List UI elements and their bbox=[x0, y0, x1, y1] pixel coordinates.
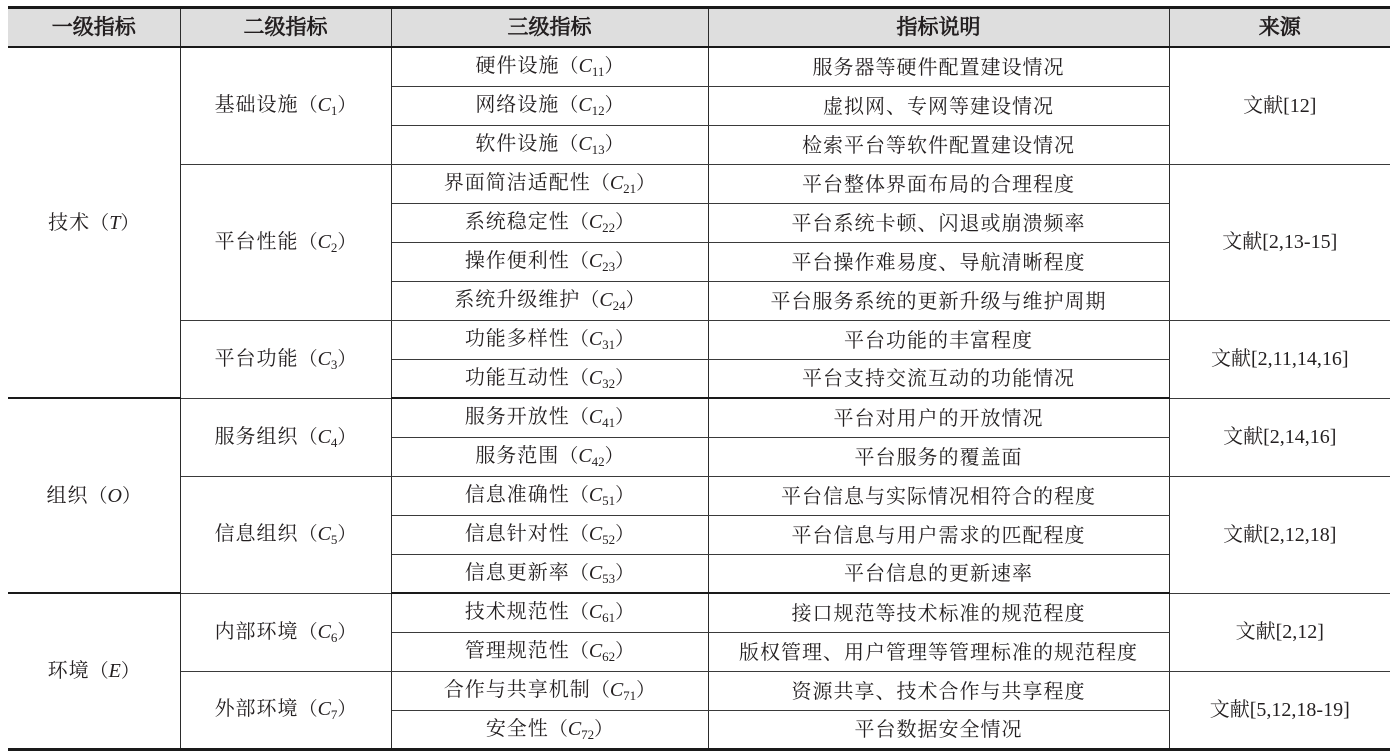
header-desc: 指标说明 bbox=[708, 8, 1169, 48]
level2-cell: 外部环境$(C_7)$ bbox=[180, 671, 391, 749]
desc-cell: 平台服务的覆盖面 bbox=[708, 437, 1169, 476]
desc-cell: 平台操作难易度、导航清晰程度 bbox=[708, 242, 1169, 281]
level2-cell: 平台功能$(C_3)$ bbox=[180, 320, 391, 398]
level3-cell: 管理规范性$(C_{62})$ bbox=[391, 632, 708, 671]
desc-cell: 平台支持交流互动的功能情况 bbox=[708, 359, 1169, 398]
level3-cell: 合作与共享机制$(C_{71})$ bbox=[391, 671, 708, 710]
desc-cell: 平台信息的更新速率 bbox=[708, 554, 1169, 593]
table-row bbox=[8, 476, 1390, 515]
desc-cell: 虚拟网、专网等建设情况 bbox=[708, 86, 1169, 125]
header-level2: 二级指标 bbox=[180, 8, 391, 48]
level3-cell: 操作便利性$(C_{23})$ bbox=[391, 242, 708, 281]
desc-cell: 平台对用户的开放情况 bbox=[708, 398, 1169, 437]
header-level1: 一级指标 bbox=[8, 8, 180, 48]
level3-cell: 服务范围$(C_{42})$ bbox=[391, 437, 708, 476]
desc-cell: 平台信息与实际情况相符合的程度 bbox=[708, 476, 1169, 515]
desc-cell: 平台服务系统的更新升级与维护周期 bbox=[708, 281, 1169, 320]
table-row bbox=[8, 47, 1390, 86]
level3-cell: 信息更新率$(C_{53})$ bbox=[391, 554, 708, 593]
table-row bbox=[8, 398, 1390, 437]
level3-cell: 界面简洁适配性$(C_{21})$ bbox=[391, 164, 708, 203]
header-level3: 三级指标 bbox=[391, 8, 708, 48]
level3-cell: 功能互动性$(C_{32})$ bbox=[391, 359, 708, 398]
level3-cell: 信息针对性$(C_{52})$ bbox=[391, 515, 708, 554]
desc-cell: 平台数据安全情况 bbox=[708, 710, 1169, 749]
level3-cell: 技术规范性$(C_{61})$ bbox=[391, 593, 708, 632]
level2-cell: 服务组织$(C_4)$ bbox=[180, 398, 391, 476]
source-cell: 文献[2,13-15] bbox=[1169, 164, 1390, 320]
level3-cell: 信息准确性$(C_{51})$ bbox=[391, 476, 708, 515]
desc-cell: 资源共享、技术合作与共享程度 bbox=[708, 671, 1169, 710]
desc-cell: 平台功能的丰富程度 bbox=[708, 320, 1169, 359]
table-row bbox=[8, 164, 1390, 203]
desc-cell: 平台系统卡顿、闪退或崩溃频率 bbox=[708, 203, 1169, 242]
level2-cell: 平台性能$(C_2)$ bbox=[180, 164, 391, 320]
level1-cell: 技术（T） bbox=[8, 47, 180, 398]
source-cell: 文献[5,12,18-19] bbox=[1169, 671, 1390, 749]
source-cell: 文献[2,14,16] bbox=[1169, 398, 1390, 476]
header-row bbox=[8, 8, 1390, 48]
source-cell: 文献[2,11,14,16] bbox=[1169, 320, 1390, 398]
level3-cell: 网络设施$(C_{12})$ bbox=[391, 86, 708, 125]
level1-cell: 组织（O） bbox=[8, 398, 180, 593]
source-cell: 文献[12] bbox=[1169, 47, 1390, 164]
level3-cell: 服务开放性$(C_{41})$ bbox=[391, 398, 708, 437]
desc-cell: 平台信息与用户需求的匹配程度 bbox=[708, 515, 1169, 554]
desc-cell: 服务器等硬件配置建设情况 bbox=[708, 47, 1169, 86]
table-row bbox=[8, 671, 1390, 710]
table-row bbox=[8, 593, 1390, 632]
level3-cell: 功能多样性$(C_{31})$ bbox=[391, 320, 708, 359]
level1-cell: 环境（E） bbox=[8, 593, 180, 749]
level3-cell: 系统升级维护$(C_{24})$ bbox=[391, 281, 708, 320]
desc-cell: 接口规范等技术标准的规范程度 bbox=[708, 593, 1169, 632]
indicator-table bbox=[8, 6, 1390, 751]
desc-cell: 版权管理、用户管理等管理标准的规范程度 bbox=[708, 632, 1169, 671]
level2-cell: 内部环境$(C_6)$ bbox=[180, 593, 391, 671]
desc-cell: 检索平台等软件配置建设情况 bbox=[708, 125, 1169, 164]
source-cell: 文献[2,12,18] bbox=[1169, 476, 1390, 593]
level3-cell: 软件设施$(C_{13})$ bbox=[391, 125, 708, 164]
level2-cell: 信息组织$(C_5)$ bbox=[180, 476, 391, 593]
level3-cell: 系统稳定性$(C_{22})$ bbox=[391, 203, 708, 242]
level2-cell: 基础设施$(C_1)$ bbox=[180, 47, 391, 164]
source-cell: 文献[2,12] bbox=[1169, 593, 1390, 671]
header-source: 来源 bbox=[1169, 8, 1390, 48]
desc-cell: 平台整体界面布局的合理程度 bbox=[708, 164, 1169, 203]
level3-cell: 硬件设施$(C_{11})$ bbox=[391, 47, 708, 86]
table-row bbox=[8, 320, 1390, 359]
level3-cell: 安全性$(C_{72})$ bbox=[391, 710, 708, 749]
